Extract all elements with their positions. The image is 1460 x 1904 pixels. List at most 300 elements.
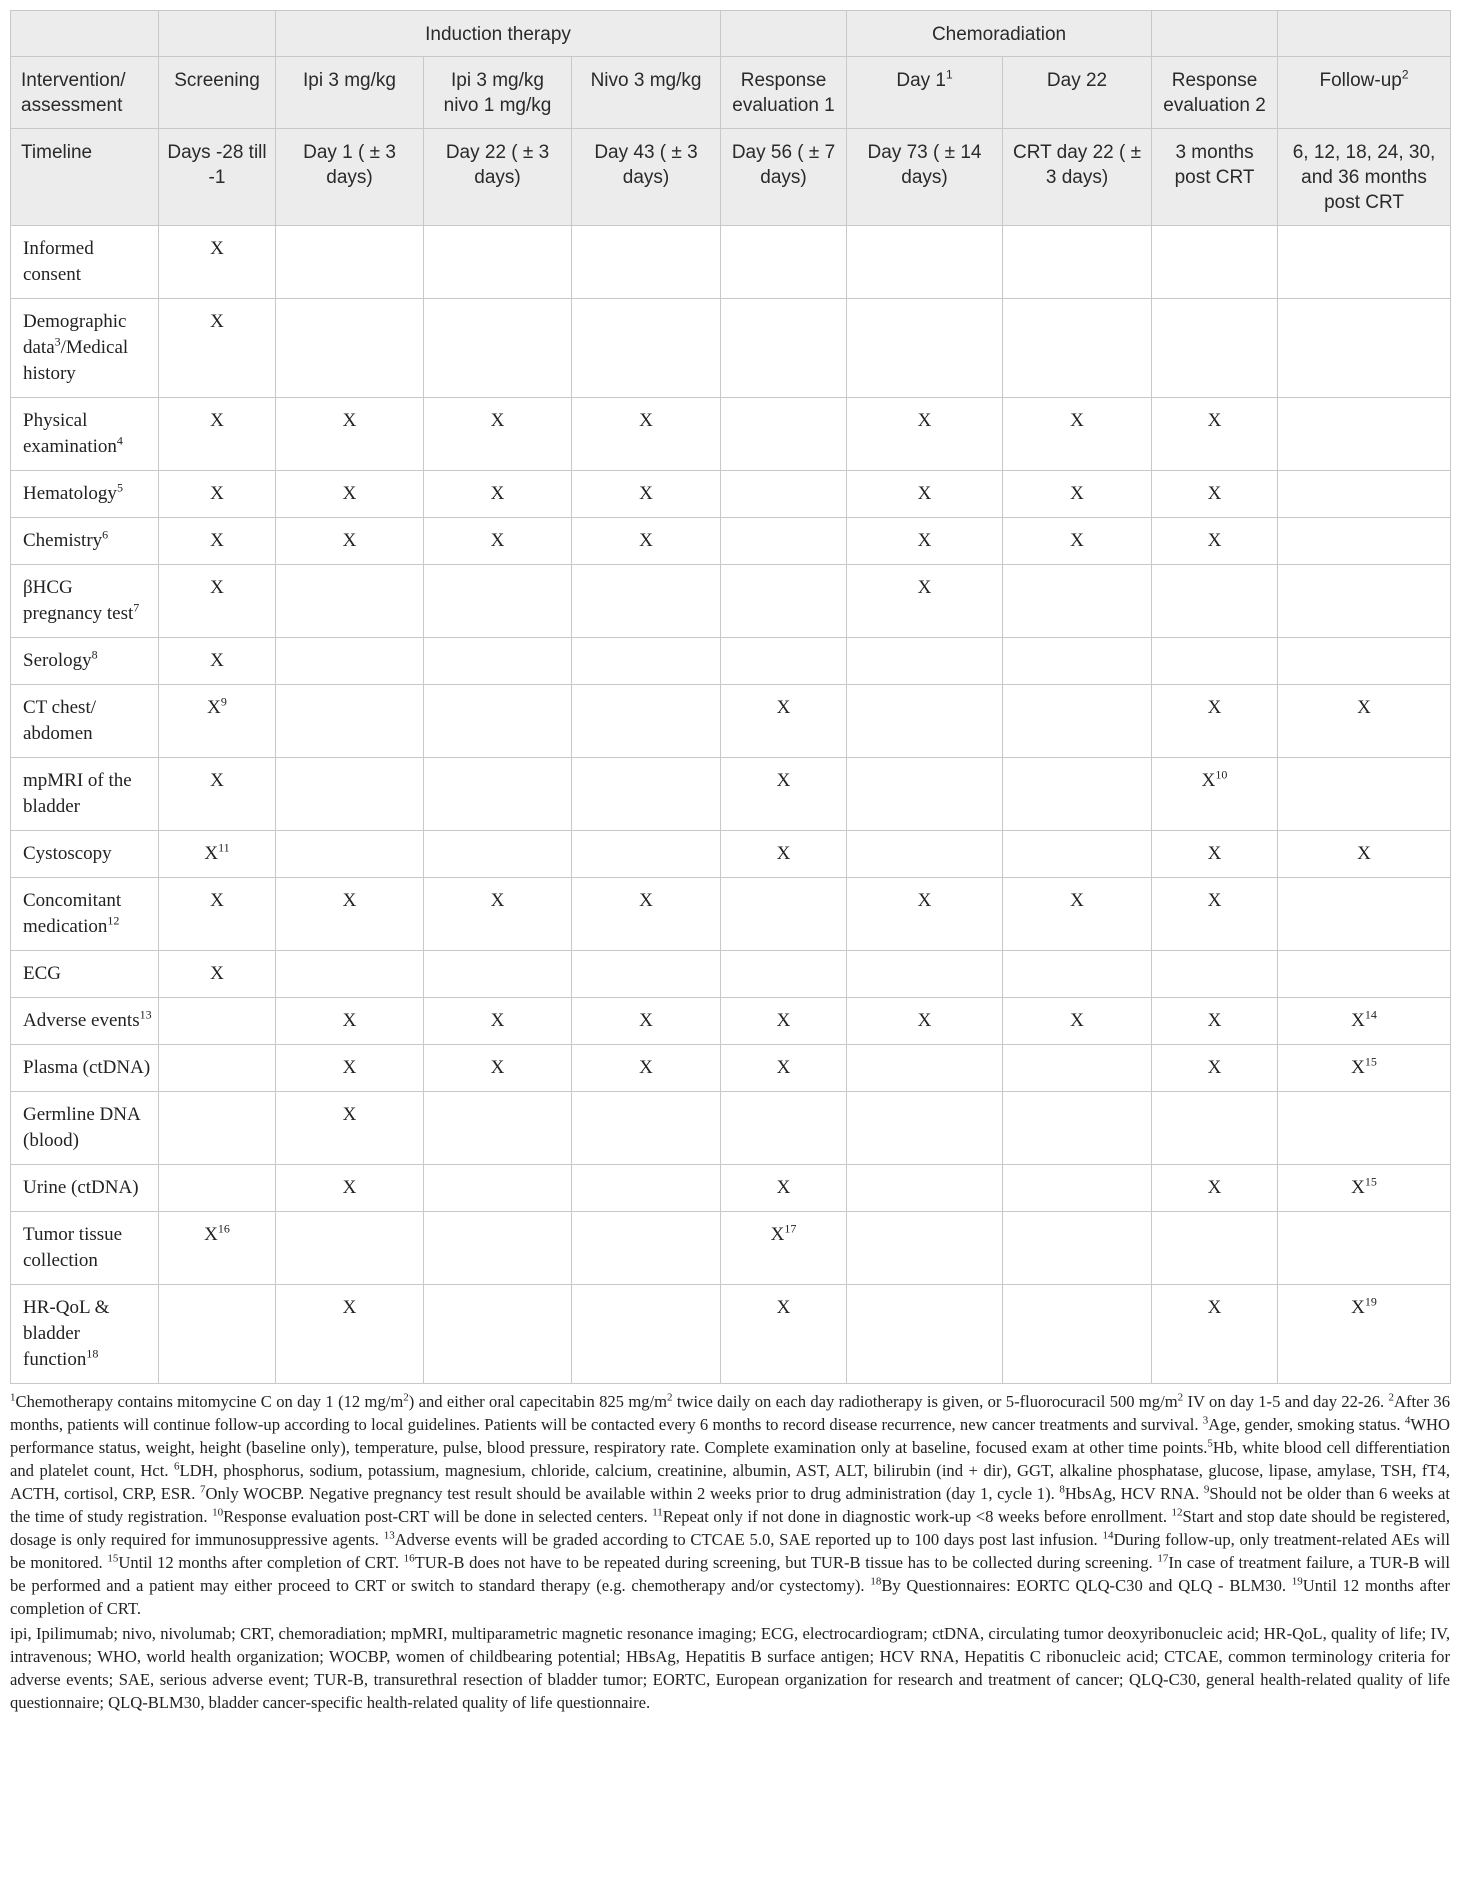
schedule-cell [1278,398,1451,471]
footnote-number: 12 [1171,1506,1183,1519]
table-row [11,1165,1451,1212]
schedule-cell [276,998,424,1045]
schedule-mark: X [1070,530,1084,551]
table-row [11,1045,1451,1092]
intervention-header: Intervention/ assessment [11,57,159,129]
assessment-label [11,1045,159,1092]
schedule-cell [847,878,1003,951]
footnotes-paragraph [10,1390,1450,1620]
schedule-cell [1152,758,1278,831]
schedule-cell [424,758,572,831]
schedule-cell [1152,1165,1278,1212]
group-induction-therapy: Induction therapy [276,11,721,57]
footnote-text: Repeat only if not done in diagnostic work-up <8 weeks before enrollment. [662,1507,1172,1526]
schedule-cell [572,638,721,685]
schedule-mark: X [210,770,224,791]
schedule-cell [424,1285,572,1384]
assessment-label [11,998,159,1045]
schedule-cell [847,1212,1003,1285]
schedule-cell [847,1285,1003,1384]
schedule-cell [1003,1285,1152,1384]
schedule-cell [721,1212,847,1285]
footnote-text: WHO performance status, weight, height (baseline only), temperature, pulse, blood pressure, respiratory rate. Complete examination only at baseline, focused exam at other time points. [10,1415,1450,1457]
schedule-cell [572,685,721,758]
schedule-cell [847,565,1003,638]
schedule-mark: X [1207,483,1222,504]
schedule-cell [1278,685,1451,758]
schedule-cell [159,226,276,299]
schedule-cell [572,998,721,1045]
table-row [11,878,1451,951]
schedule-cell [276,758,424,831]
schedule-mark: X [210,410,224,431]
schedule-cell [1152,226,1278,299]
table-body [11,226,1451,1384]
schedule-cell [721,638,847,685]
group-empty-cell [1152,11,1278,57]
footnote-ref: 3 [54,334,61,349]
schedule-cell [721,299,847,398]
schedule-cell [159,1212,276,1285]
column-header-label: Day 1 [896,70,946,91]
assessment-label-text: Serology [23,650,92,671]
footnote-ref: 11 [218,840,230,855]
assessment-label-text: Plasma (ctDNA) [23,1057,151,1078]
assessment-label [11,878,159,951]
footnote-ref: 7 [133,600,140,615]
footnote-ref: 12 [107,913,120,928]
schedule-cell [276,398,424,471]
schedule-mark: X [1207,410,1222,431]
footnote-text: twice daily on each day radiotherapy is given, or 5-fluorocuracil 500 mg/m [672,1392,1178,1411]
schedule-mark: X [1357,843,1371,864]
assessment-label-text: HR-QoL & bladder function [23,1297,110,1370]
schedule-mark: X [1070,410,1084,431]
schedule-cell [1152,951,1278,998]
footnote-text: Response evaluation post-CRT will be done in selected centers. [223,1507,653,1526]
schedule-mark: X [1207,530,1222,551]
schedule-mark: X [204,1224,218,1245]
schedule-mark: X [1207,1177,1222,1198]
schedule-mark: X [1207,1297,1222,1318]
schedule-mark: X [776,1057,791,1078]
footnote-number: 8 [1059,1483,1065,1496]
schedule-mark: X [342,1010,357,1031]
table-row [11,831,1451,878]
schedule-cell [1278,998,1451,1045]
timeline-header: Timeline [11,129,159,226]
schedule-mark: X [342,410,357,431]
schedule-mark: X [917,1010,932,1031]
footnote-number: 19 [1291,1575,1303,1588]
timeline-cell: 6, 12, 18, 24, 30, and 36 months post CRT [1278,129,1451,226]
schedule-mark: X [1351,1177,1365,1198]
schedule-cell [1003,299,1152,398]
schedule-cell [424,1165,572,1212]
schedule-cell [276,951,424,998]
schedule-mark: X [490,410,505,431]
schedule-cell [276,831,424,878]
footnote-ref: 13 [139,1007,152,1022]
footnote-text: Start and stop date should be registered, dosage is only required for immunosuppressive agents. [10,1507,1450,1549]
footnote-ref: 2 [1401,67,1409,82]
schedule-mark: X [917,483,932,504]
footnote-number: 1 [10,1391,16,1404]
footnote-ref: 17 [784,1221,797,1236]
schedule-mark: X [490,1057,505,1078]
assessment-label-text: Chemistry [23,530,103,551]
schedule-cell [159,831,276,878]
schedule-mark: X [490,890,505,911]
footnote-text: ) and either oral capecitabin 825 mg/m [408,1392,668,1411]
footnote-ref: 16 [217,1221,230,1236]
schedule-cell [847,951,1003,998]
column-header [1152,57,1278,129]
schedule-cell [159,1045,276,1092]
footnote-text: Until 12 months after completion of CRT. [118,1553,404,1572]
table-row [11,299,1451,398]
assessment-label-text: Urine (ctDNA) [23,1177,139,1198]
footnote-text: Hb, white blood cell differentiation and platelet count, Hct. [10,1438,1450,1480]
assessment-label [11,565,159,638]
schedule-mark: X [1351,1010,1365,1031]
table-row [11,951,1451,998]
schedule-cell [1278,831,1451,878]
assessment-label-text: Physical examination [23,410,117,457]
column-header-label: Response evaluation 2 [1163,70,1266,116]
footnote-number: 6 [174,1460,180,1473]
schedule-cell [1152,638,1278,685]
schedule-mark: X [210,483,224,504]
schedule-cell [572,1165,721,1212]
schedule-mark: X [1201,770,1216,791]
schedule-cell [1278,299,1451,398]
table-row [11,998,1451,1045]
schedule-cell [847,758,1003,831]
table-row [11,518,1451,565]
schedule-cell [572,1285,721,1384]
schedule-mark: X [1070,1010,1084,1031]
schedule-cell [1152,1212,1278,1285]
schedule-cell [276,226,424,299]
schedule-cell [721,1285,847,1384]
schedule-mark: X [1070,890,1084,911]
schedule-cell [159,878,276,951]
assessment-label [11,1212,159,1285]
schedule-cell [1003,998,1152,1045]
footnote-number: 15 [107,1552,119,1565]
table-row [11,1092,1451,1165]
footnote-number: 5 [1207,1437,1213,1450]
schedule-cell [572,758,721,831]
schedule-cell [276,518,424,565]
schedule-cell [424,878,572,951]
assessment-label [11,685,159,758]
schedule-mark: X [1351,1057,1365,1078]
footnote-text: HbsAg, HCV RNA. [1064,1484,1204,1503]
footnote-text: IV on day 1-5 and day 22-26. [1183,1392,1389,1411]
schedule-cell [721,685,847,758]
group-empty-cell [721,11,847,57]
schedule-cell [572,471,721,518]
schedule-cell [1278,1212,1451,1285]
timeline-cell: CRT day 22 ( ± 3 days) [1003,129,1152,226]
schedule-cell [1278,471,1451,518]
schedule-cell [847,1045,1003,1092]
schedule-cell [1003,398,1152,471]
schedule-mark: X [770,1224,785,1245]
schedule-cell [1003,951,1152,998]
assessment-label [11,638,159,685]
schedule-cell [847,471,1003,518]
column-header-label: Ipi 3 mg/kg nivo 1 mg/kg [443,70,552,116]
table-row [11,1212,1451,1285]
assessment-label [11,758,159,831]
schedule-cell [159,1165,276,1212]
schedule-cell [424,565,572,638]
schedule-cell [572,518,721,565]
column-header-label: Response evaluation 1 [732,70,835,116]
schedule-cell [1003,226,1152,299]
assessment-label-text: Concomitant medication [23,890,122,937]
schedule-mark: X [210,577,224,598]
schedule-cell [721,878,847,951]
assessment-label-text: Informed consent [23,238,94,285]
schedule-mark: X [1207,890,1222,911]
table-row [11,565,1451,638]
schedule-cell [424,518,572,565]
schedule-cell [1152,471,1278,518]
schedule-cell [424,1212,572,1285]
footnote-number: 17 [1157,1552,1169,1565]
schedule-mark: X [342,1104,357,1125]
footnote-ref: 6 [102,527,109,542]
footnote-text: Should not be older than 6 weeks at the time of study registration. [10,1484,1450,1526]
schedule-cell [847,226,1003,299]
schedule-cell [1003,1212,1152,1285]
schedule-cell [721,398,847,471]
column-header [1003,57,1152,129]
schedule-cell [1003,685,1152,758]
schedule-cell [572,398,721,471]
schedule-cell [1003,878,1152,951]
schedule-cell [424,831,572,878]
footnote-text: Age, gender, smoking status. [1208,1415,1405,1434]
table-row [11,226,1451,299]
schedule-cell [424,638,572,685]
schedule-mark: X [917,890,932,911]
schedule-cell [847,831,1003,878]
schedule-mark: X [639,890,653,911]
schedule-mark: X [1207,1057,1222,1078]
table-row [11,1285,1451,1384]
schedule-cell [424,299,572,398]
schedule-cell [424,998,572,1045]
schedule-mark: X [210,238,224,259]
schedule-cell [1278,951,1451,998]
footnote-number: 18 [870,1575,882,1588]
schedule-cell [276,638,424,685]
schedule-cell [721,471,847,518]
footnote-ref: 8 [91,647,98,662]
schedule-mark: X [639,410,653,431]
assessment-label-text: Germline DNA (blood) [23,1104,140,1151]
schedule-cell [424,685,572,758]
schedule-cell [1278,565,1451,638]
footnote-text: TUR-B does not have to be repeated during screening, but TUR-B tissue has to be collected during screening. [414,1553,1158,1572]
column-header [721,57,847,129]
schedule-cell [721,1165,847,1212]
assessment-label [11,1165,159,1212]
schedule-cell [159,299,276,398]
schedule-mark: X [776,1297,791,1318]
footnote-text: After 36 months, patients will continue follow-up according to local guidelines. Patients will be contacted every 6 months to record disease recurrence, new cancer treatments and survival. [10,1392,1450,1434]
schedule-cell [1278,1165,1451,1212]
schedule-mark: X [776,1177,791,1198]
schedule-mark: X [207,697,221,718]
superscript: 2 [403,1391,409,1404]
schedule-mark: X [917,410,932,431]
superscript: 2 [667,1391,673,1404]
schedule-cell [1278,226,1451,299]
assessment-label [11,226,159,299]
footnote-ref: 15 [1364,1054,1377,1069]
footnote-number: 7 [200,1483,206,1496]
schedule-mark: X [639,483,653,504]
schedule-mark: X [490,530,505,551]
schedule-cell [276,1212,424,1285]
footnote-text: Until 12 months after completion of CRT. [10,1576,1450,1618]
schedule-cell [847,1165,1003,1212]
schedule-cell [847,1092,1003,1165]
footnote-ref: 14 [1364,1007,1377,1022]
schedule-mark: X [210,963,224,984]
assessment-label [11,831,159,878]
column-header [424,57,572,129]
column-header-label: Screening [174,70,260,91]
schedule-cell [1003,1165,1152,1212]
assessment-label [11,471,159,518]
footnote-ref: 1 [945,67,953,82]
schedule-cell [159,638,276,685]
footnote-text: By Questionnaires: EORTC QLQ-C30 and QLQ - BLM30. [881,1576,1292,1595]
schedule-cell [721,226,847,299]
schedule-cell [424,1092,572,1165]
schedule-cell [572,1212,721,1285]
schedule-cell [1152,565,1278,638]
timeline-cell: Day 1 ( ± 3 days) [276,129,424,226]
timeline-cell: Day 22 ( ± 3 days) [424,129,572,226]
schedule-cell [159,518,276,565]
schedule-cell [721,831,847,878]
footnote-ref: 19 [1364,1294,1377,1309]
schedule-cell [572,878,721,951]
column-header [159,57,276,129]
schedule-cell [424,471,572,518]
timeline-row [11,129,1451,226]
schedule-mark: X [776,1010,791,1031]
footnote-number: 2 [1388,1391,1395,1404]
schedule-cell [159,565,276,638]
schedule-cell [721,1092,847,1165]
schedule-cell [276,1165,424,1212]
schedule-cell [276,878,424,951]
footnote-ref: 18 [86,1346,99,1361]
footnote-number: 3 [1202,1414,1209,1427]
column-header-label: Nivo 3 mg/kg [590,70,702,91]
footnote-number: 10 [212,1506,224,1519]
assessment-label-text: mpMRI of the bladder [23,770,132,817]
schedule-mark: X [490,483,505,504]
timeline-cell: Day 73 ( ± 14 days) [847,129,1003,226]
schedule-mark: X [342,1057,357,1078]
schedule-cell [1278,1285,1451,1384]
table-row [11,471,1451,518]
schedule-mark: X [1351,1297,1365,1318]
schedule-mark: X [1207,1010,1222,1031]
column-header-label: Follow-up [1319,70,1402,91]
assessment-label [11,951,159,998]
table-footnotes [10,1384,1450,1714]
schedule-cell [1003,565,1152,638]
schedule-cell [572,1092,721,1165]
timeline-cell: Days -28 till -1 [159,129,276,226]
schedule-cell [847,398,1003,471]
schedule-mark: X [210,530,224,551]
schedule-mark: X [1207,843,1222,864]
footnote-ref: 9 [220,694,227,709]
schedule-cell [1152,998,1278,1045]
schedule-cell [572,951,721,998]
assessment-label [11,299,159,398]
schedule-cell [276,565,424,638]
schedule-cell [424,1045,572,1092]
column-header [1278,57,1451,129]
schedule-mark: X [490,1010,505,1031]
footnote-text: LDH, phosphorus, sodium, potassium, magnesium, chloride, calcium, creatinine, albumin, AST, ALT, bilirubin (ind + dir), GGT, alkaline phosphatase, glucose, lipase, amylase, TSH, fT4, ACTH, cortisol, CRP, ESR. [10,1461,1450,1503]
assessment-label-text: Hematology [23,483,117,504]
schedule-mark: X [639,1010,653,1031]
schedule-cell [1152,1092,1278,1165]
timeline-cell: Day 43 ( ± 3 days) [572,129,721,226]
schedule-cell [424,951,572,998]
column-header-label: Ipi 3 mg/kg [303,70,396,91]
schedule-cell [721,951,847,998]
schedule-mark: X [342,1297,357,1318]
column-header-label: Day 22 [1046,70,1108,91]
footnote-number: 14 [1102,1529,1114,1542]
schedule-cell [1278,1092,1451,1165]
schedule-cell [847,638,1003,685]
column-header [276,57,424,129]
footnote-number: 4 [1404,1414,1411,1427]
schedule-cell [847,299,1003,398]
schedule-cell [159,471,276,518]
schedule-cell [1152,398,1278,471]
footnote-number: 16 [403,1552,415,1565]
schedule-cell [1152,1045,1278,1092]
schedule-mark: X [776,770,791,791]
assessment-table [10,10,1451,1384]
footnote-text: In case of treatment failure, a TUR-B will be performed and a patient may either proceed to CRT or switch to standard therapy (e.g. chemotherapy and/or cystectomy). [10,1553,1450,1595]
schedule-cell [424,398,572,471]
footnote-text: During follow-up, only treatment-related AEs will be monitored. [10,1530,1450,1572]
schedule-mark: X [210,650,224,671]
schedule-cell [159,758,276,831]
schedule-cell [1003,1045,1152,1092]
footnote-ref: 15 [1364,1174,1377,1189]
schedule-cell [159,951,276,998]
